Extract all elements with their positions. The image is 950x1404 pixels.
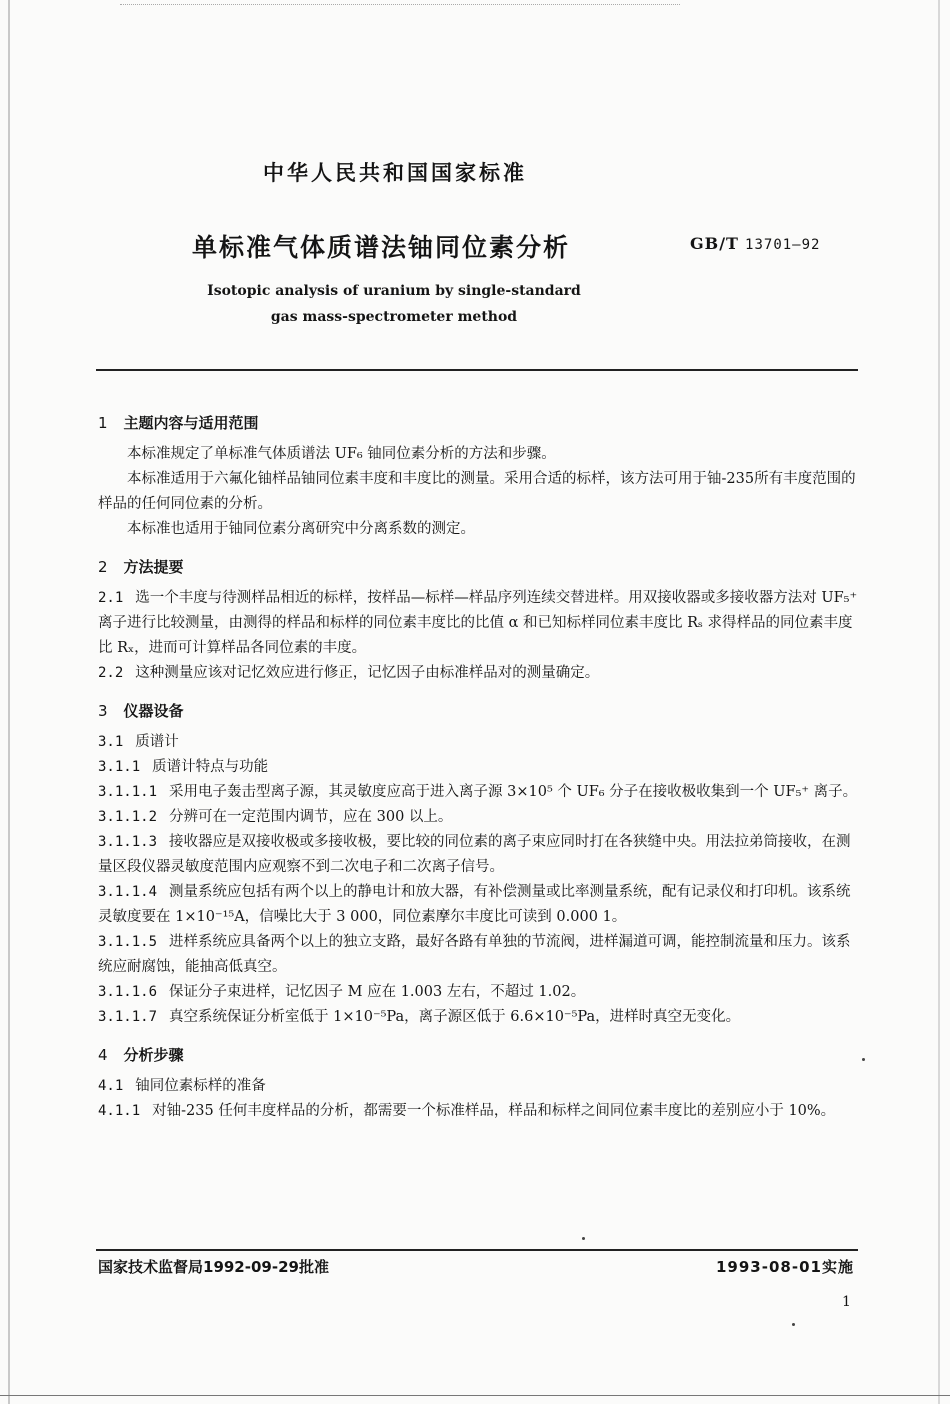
clause-text: 铀同位素标样的准备 [135, 1078, 266, 1094]
clause-text: 这种测量应该对记忆效应进行修正，记忆因子由标准样品对的测量确定。 [135, 665, 600, 681]
clause [98, 730, 860, 755]
section-title: 主题内容与适用范围 [123, 414, 259, 432]
clause [98, 661, 860, 686]
clause-number: 3.1.1 [98, 759, 141, 775]
clause-text: 接收器应是双接收极或多接收极，要比较的同位素的离子束应同时打在各狭缝中央。用法拉弟筒接收，在测量区段仪器灵敏度范围内应观察不到二次电子和二次离子信号。 [98, 834, 851, 875]
document-body [98, 412, 860, 1124]
scan-top-artifact [120, 0, 680, 5]
clause-number: 3.1.1.5 [98, 934, 158, 950]
clause-text: 选一个丰度与待测样品相近的标样，按样品—标样—样品序列连续交替进样。用双接收器或多接收器方法对 UF₅⁺ 离子进行比较测量，由测得的样品和标样的同位素丰度比的比值 α 和已知标样同位素丰度比 Rₛ 求得样品的同位素丰度比 Rₓ，进而可计算样品各同位素的丰度。 [98, 590, 858, 656]
clause [98, 1005, 860, 1030]
clause [98, 1074, 860, 1099]
implementation-line: 1993-08-01实施 [716, 1258, 854, 1276]
scan-speck [862, 1058, 865, 1061]
document-title-cn: 单标准气体质谱法铀同位素分析 [192, 233, 571, 262]
section-heading [98, 556, 860, 578]
section-heading [98, 1044, 860, 1066]
clause [98, 980, 860, 1005]
clause [98, 830, 860, 880]
clause-number: 2.2 [98, 665, 124, 681]
clause-text: 真空系统保证分析室低于 1×10⁻⁵Pa，离子源区低于 6.6×10⁻⁵Pa，进样时真空无变化。 [169, 1009, 741, 1025]
section-title: 方法提要 [123, 558, 184, 576]
clause [98, 780, 860, 805]
clause-text: 采用电子轰击型离子源，其灵敏度应高于进入离子源 3×10⁵ 个 UF₆ 分子在接收极收集到一个 UF₅⁺ 离子。 [169, 784, 858, 800]
clause-text: 质谱计 [135, 734, 179, 750]
paragraph: 本标准也适用于铀同位素分离研究中分离系数的测定。 [127, 521, 475, 537]
clause-number: 3.1.1.4 [98, 884, 158, 900]
scan-bottom-artifact [0, 1395, 950, 1396]
section-number: 3 [98, 702, 108, 720]
section-number: 2 [98, 558, 108, 576]
clause-text: 测量系统应包括有两个以上的静电计和放大器，有补偿测量或比率测量系统，配有记录仪和打印机。该系统灵敏度要在 1×10⁻¹⁵A，信噪比大于 3 000，同位素摩尔丰度比可读到 0.000 1。 [98, 884, 851, 925]
standard-code [690, 234, 820, 253]
clause [98, 1099, 860, 1124]
standard-code-number: 13701—92 [745, 237, 821, 253]
section-title: 仪器设备 [123, 702, 184, 720]
clause-text: 分辨可在一定范围内调节，应在 300 以上。 [169, 809, 453, 825]
section-number: 4 [98, 1046, 108, 1064]
clause-number: 4.1.1 [98, 1103, 141, 1119]
scan-speck [792, 1323, 795, 1326]
clause [98, 586, 860, 661]
section-heading [98, 700, 860, 722]
clause [98, 930, 860, 980]
page-number: 1 [842, 1294, 851, 1310]
clause [98, 755, 860, 780]
section-heading [98, 412, 860, 434]
national-standard-heading: 中华人民共和国国家标准 [263, 161, 527, 185]
approval-line: 国家技术监督局1992-09-29批准 [98, 1258, 329, 1276]
clause-text: 对铀-235 任何丰度样品的分析，都需要一个标准样品，样品和标样之间同位素丰度比的差别应小于 10%。 [152, 1103, 836, 1119]
clause [98, 880, 860, 930]
clause-number: 3.1.1.2 [98, 809, 158, 825]
section-number: 1 [98, 414, 108, 432]
footer-divider [96, 1249, 858, 1251]
document-title-en-line2: gas mass-spectrometer method [270, 309, 518, 325]
section-title: 分析步骤 [123, 1046, 184, 1064]
scan-speck [582, 1237, 585, 1240]
document-title-en-line1: Isotopic analysis of uranium by single-standard [207, 283, 581, 299]
clause-text: 保证分子束进样，记忆因子 M 应在 1.003 左右，不超过 1.02。 [169, 984, 586, 1000]
clause-number: 3.1.1.6 [98, 984, 158, 1000]
clause-number: 3.1.1.7 [98, 1009, 158, 1025]
clause-number: 4.1 [98, 1078, 124, 1094]
clause-number: 2.1 [98, 590, 124, 606]
header-divider [96, 369, 858, 371]
standard-code-prefix: GB/T [690, 234, 739, 253]
clause [98, 805, 860, 830]
scan-left-edge [8, 0, 10, 1404]
clause-number: 3.1.1.3 [98, 834, 158, 850]
scan-right-edge [938, 0, 940, 1404]
paragraph: 本标准适用于六氟化铀样品铀同位素丰度和丰度比的测量。采用合适的标样，该方法可用于铀-235所有丰度范围的样品的任何同位素的分析。 [98, 471, 856, 512]
clause-number: 3.1 [98, 734, 124, 750]
paragraph: 本标准规定了单标准气体质谱法 UF₆ 铀同位素分析的方法和步骤。 [127, 446, 556, 462]
clause-text: 进样系统应具备两个以上的独立支路，最好各路有单独的节流阀，进样漏道可调，能控制流量和压力。该系统应耐腐蚀，能抽高低真空。 [98, 934, 851, 975]
clause-text: 质谱计特点与功能 [152, 759, 269, 775]
clause-number: 3.1.1.1 [98, 784, 158, 800]
